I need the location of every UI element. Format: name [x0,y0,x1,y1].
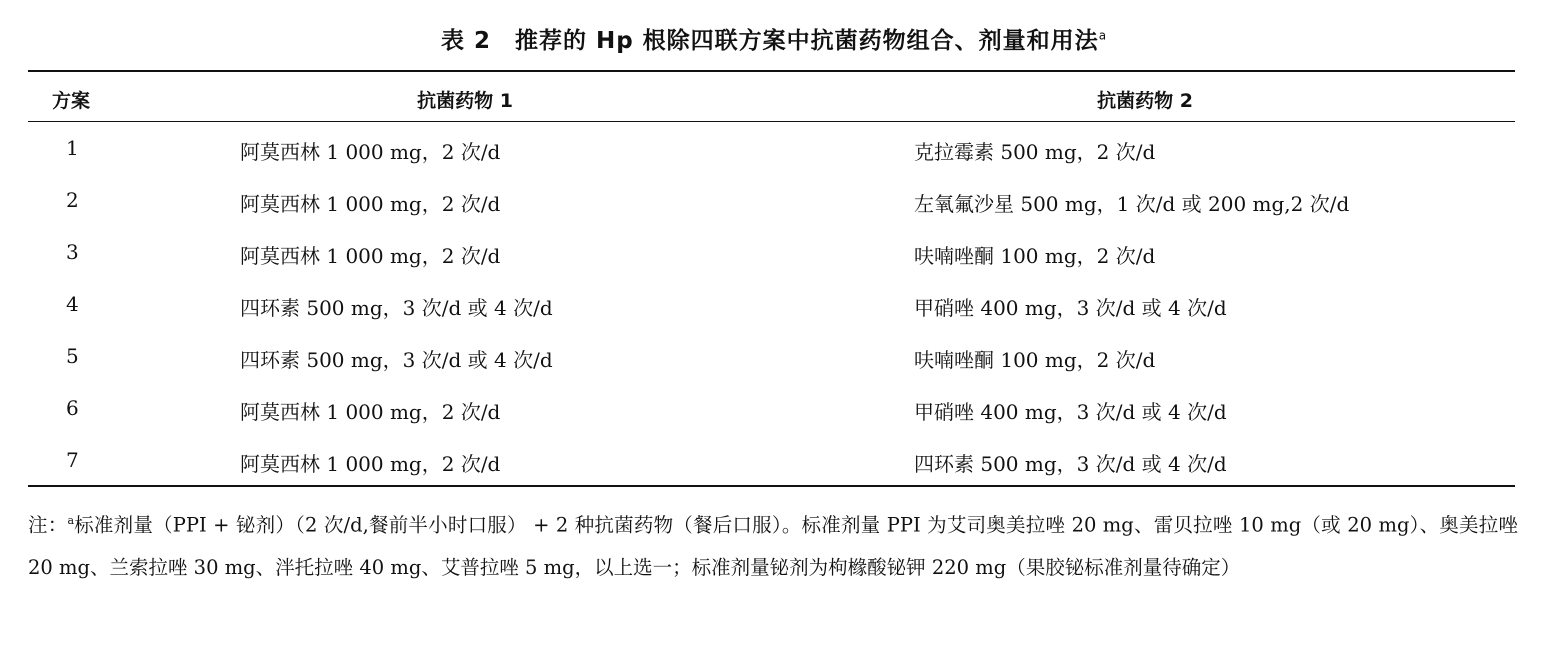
header-drug-1: 抗菌药物 1 [417,90,513,112]
row-drug-1: 阿莫西林 1 000 mg，2 次/d [240,140,501,164]
title-footnote-marker: a [1098,28,1108,43]
note-text: 标准剂量（PPI + 铋剂）（2 次/d,餐前半小时口服） + 2 种抗菌药物（餐后口服）。标准剂量 PPI 为艾司奥美拉唑 20 mg、雷贝拉唑 10 mg（或 20 mg）、奥美拉唑 20 mg、兰索拉唑 30 mg、泮托拉唑 40 mg、艾普拉唑 5 mg，以上选一；标准剂量铋剂为枸橼酸铋钾 220 mg（果胶铋标准剂量待确定） [28,513,1518,579]
table-header-rule [28,121,1515,122]
note-footnote-marker: a [67,514,74,527]
table-title-text: 表 2 推荐的 Hp 根除四联方案中抗菌药物组合、剂量和用法 [440,28,1099,54]
row-scheme-number: 3 [66,240,79,264]
row-drug-2: 左氧氟沙星 500 mg，1 次/d 或 200 mg,2 次/d [914,192,1350,216]
row-scheme-number: 1 [66,136,79,160]
row-drug-2: 呋喃唑酮 100 mg，2 次/d [914,244,1156,268]
row-drug-2: 四环素 500 mg，3 次/d 或 4 次/d [914,452,1227,476]
note-label: 注： [28,513,68,537]
row-drug-1: 阿莫西林 1 000 mg，2 次/d [240,192,501,216]
row-drug-1: 四环素 500 mg，3 次/d 或 4 次/d [240,348,553,372]
table-top-rule [28,70,1515,72]
header-drug-2: 抗菌药物 2 [1097,90,1193,112]
row-drug-2: 甲硝唑 400 mg，3 次/d 或 4 次/d [914,296,1227,320]
row-drug-1: 阿莫西林 1 000 mg，2 次/d [240,400,501,424]
row-drug-1: 阿莫西林 1 000 mg，2 次/d [240,244,501,268]
row-scheme-number: 2 [66,188,79,212]
row-drug-1: 阿莫西林 1 000 mg，2 次/d [240,452,501,476]
row-scheme-number: 5 [66,344,79,368]
table-footnote [28,500,1518,589]
row-drug-2: 甲硝唑 400 mg，3 次/d 或 4 次/d [914,400,1227,424]
row-scheme-number: 6 [66,396,79,420]
row-drug-1: 四环素 500 mg，3 次/d 或 4 次/d [240,296,553,320]
table-bottom-rule [28,485,1515,487]
row-scheme-number: 7 [66,448,79,472]
row-drug-2: 呋喃唑酮 100 mg，2 次/d [914,348,1156,372]
table-title [0,22,1548,55]
row-drug-2: 克拉霉素 500 mg，2 次/d [914,140,1156,164]
header-scheme: 方案 [52,90,91,112]
row-scheme-number: 4 [66,292,79,316]
